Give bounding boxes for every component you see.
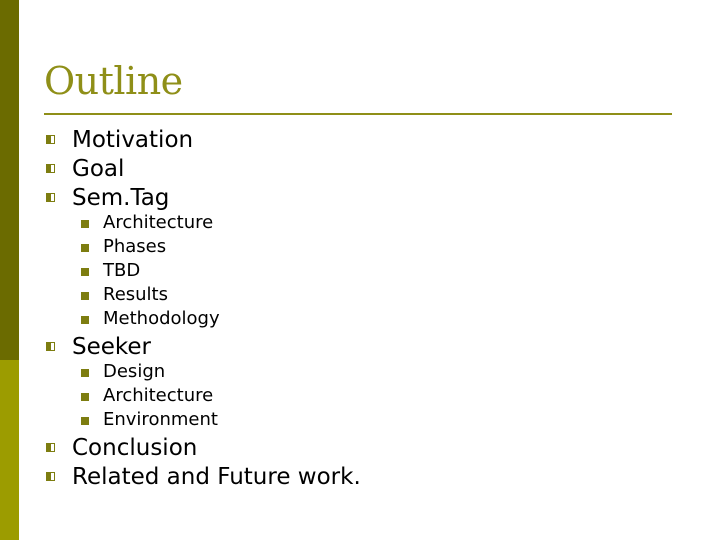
sidebar-dark-band xyxy=(0,0,19,360)
outline-subitem-label: Architecture xyxy=(103,212,214,233)
open-square-bullet-icon xyxy=(46,164,55,173)
filled-square-bullet-icon xyxy=(81,316,89,324)
outline-subitem-label: Methodology xyxy=(103,308,220,329)
slide-title: Outline xyxy=(44,59,183,103)
open-square-bullet-icon xyxy=(46,342,55,351)
outline-item-label: Seeker xyxy=(72,334,152,360)
open-square-bullet-icon xyxy=(46,472,55,481)
outline-item-label: Motivation xyxy=(72,127,194,153)
outline-subitem-label: Phases xyxy=(103,236,167,257)
open-square-bullet-icon xyxy=(46,135,55,144)
outline-item-label: Goal xyxy=(72,156,125,182)
outline-subitem-label: Results xyxy=(103,284,168,305)
filled-square-bullet-icon xyxy=(81,369,89,377)
outline-item-label: Sem.Tag xyxy=(72,185,170,211)
filled-square-bullet-icon xyxy=(81,220,89,228)
title-underline xyxy=(44,113,672,115)
outline-subitem-label: Architecture xyxy=(103,385,214,406)
outline-item-label: Related and Future work. xyxy=(72,464,361,490)
sidebar-light-band xyxy=(0,360,19,540)
filled-square-bullet-icon xyxy=(81,292,89,300)
outline-subitem-label: Design xyxy=(103,361,166,382)
outline-subitem-label: Environment xyxy=(103,409,218,430)
filled-square-bullet-icon xyxy=(81,268,89,276)
filled-square-bullet-icon xyxy=(81,393,89,401)
open-square-bullet-icon xyxy=(46,443,55,452)
slide-sidebar xyxy=(0,0,19,540)
outline-item-label: Conclusion xyxy=(72,435,198,461)
filled-square-bullet-icon xyxy=(81,417,89,425)
outline-subitem-label: TBD xyxy=(103,260,141,281)
filled-square-bullet-icon xyxy=(81,244,89,252)
open-square-bullet-icon xyxy=(46,193,55,202)
